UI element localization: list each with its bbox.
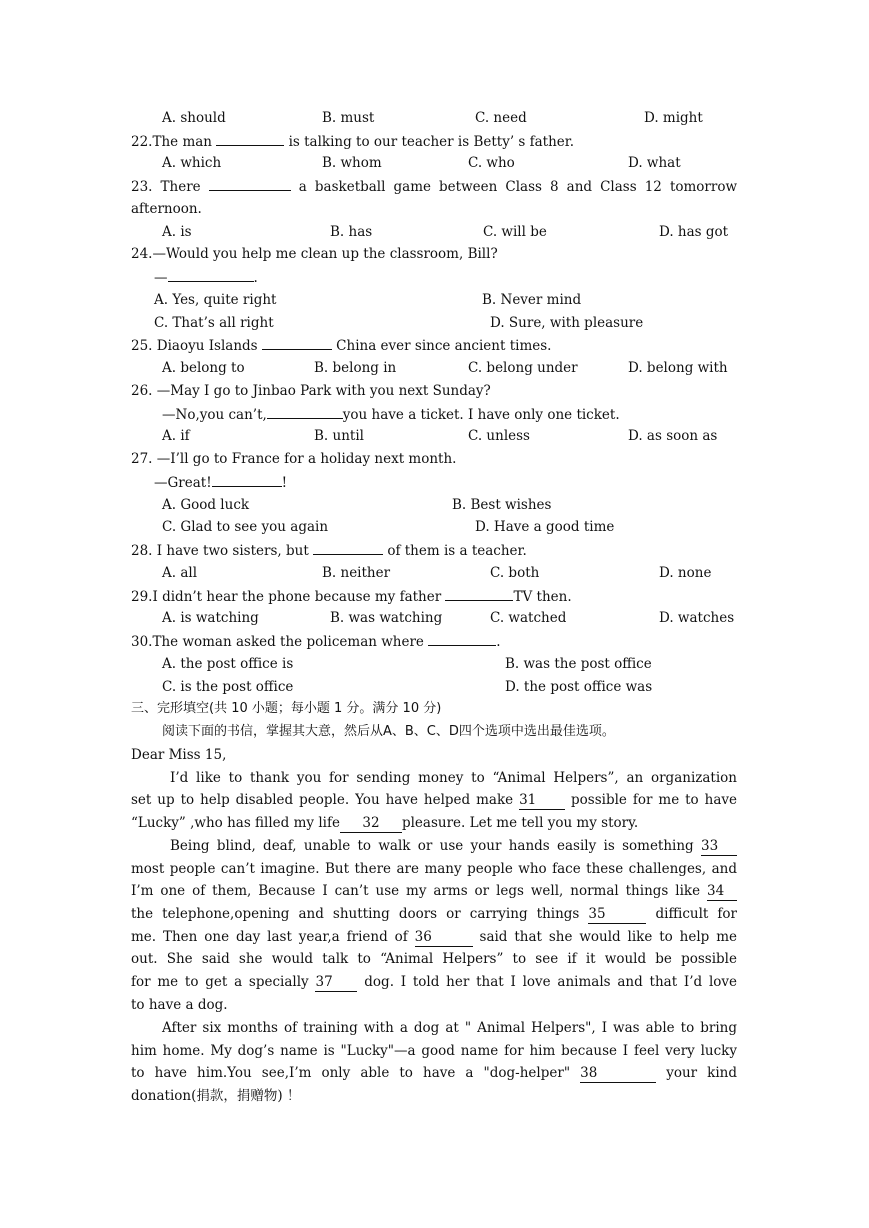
q28-blank[interactable]: [313, 539, 383, 555]
q28-text-pre: 28. I have two sisters, but: [131, 543, 314, 559]
cloze-blank-34[interactable]: 34: [707, 883, 737, 901]
q27-option-d[interactable]: D. Have a good time: [475, 519, 615, 535]
q27-text-post: !: [281, 475, 288, 491]
cloze-blank-38[interactable]: 38: [580, 1065, 656, 1083]
q26-option-c[interactable]: C. unless: [468, 428, 530, 444]
q25-text-post: China ever since ancient times.: [331, 338, 552, 354]
q27-response: [154, 471, 760, 493]
q25-option-a[interactable]: A. belong to: [162, 360, 245, 376]
q30-option-d[interactable]: D. the post office was: [505, 679, 653, 695]
q22-option-b[interactable]: B. whom: [322, 155, 382, 171]
q29-option-a[interactable]: A. is watching: [162, 610, 259, 626]
passage-text: to have him.You see,I’m only able to have a "dog-helper": [131, 1065, 571, 1081]
q28-stem: [131, 539, 737, 561]
q23-stem-cont: afternoon.: [131, 201, 202, 217]
q30-stem: [131, 630, 737, 652]
passage-line: donation(捐款，捐赠物) ！: [131, 1088, 301, 1104]
letter-salutation: Dear Miss 15,: [131, 747, 227, 763]
q24-option-c[interactable]: C. That’s all right: [154, 315, 274, 331]
passage-text: dog. I told her that I love animals and that I’d love: [364, 974, 738, 990]
q29-option-c[interactable]: C. watched: [490, 610, 567, 626]
cloze-blank-36[interactable]: 36: [415, 929, 473, 947]
cloze-blank-37[interactable]: 37: [315, 974, 357, 992]
passage-text: pleasure. Let me tell you my story.: [401, 815, 639, 831]
q23-text-post: a basketball game between Class 8 and Class 12 tomorrow: [290, 179, 738, 195]
cloze-blank-32[interactable]: 32: [340, 815, 402, 833]
q27-option-b[interactable]: B. Best wishes: [452, 497, 552, 513]
q25-stem: [131, 334, 737, 356]
passage-text: for me to get a specially: [131, 974, 309, 990]
q30-text-pre: 30.The woman asked the policeman where: [131, 634, 429, 650]
q27-option-c[interactable]: C. Glad to see you again: [162, 519, 329, 535]
q30-blank[interactable]: [428, 630, 496, 646]
q29-stem: [131, 585, 737, 607]
passage-text: me. Then one day last year,a friend of: [131, 929, 408, 945]
cloze-blank-35[interactable]: 35: [588, 906, 646, 924]
q26-option-b[interactable]: B. until: [314, 428, 364, 444]
passage-line: [131, 789, 737, 811]
q27-text-pre: —Great!: [154, 475, 212, 491]
passage-line: I’d like to thank you for sending money to “Animal Helpers”, an organization: [170, 770, 737, 786]
q27-option-a[interactable]: A. Good luck: [162, 497, 250, 513]
passage-line: [131, 903, 737, 925]
section-heading: 三、完形填空(共 10 小题；每小题 1 分。满分 10 分): [131, 701, 442, 716]
q21-option-a[interactable]: A. should: [162, 110, 226, 126]
q26-stem: 26. —May I go to Jinbao Park with you next Sunday?: [131, 383, 491, 399]
passage-text: the telephone,opening and shutting doors or carrying things: [131, 906, 580, 922]
q23-option-d[interactable]: D. has got: [659, 224, 729, 240]
q22-option-a[interactable]: A. which: [162, 155, 222, 171]
q22-text-post: is talking to our teacher is Betty’ s father.: [284, 134, 575, 150]
q27-blank[interactable]: [212, 471, 282, 487]
q29-option-b[interactable]: B. was watching: [330, 610, 443, 626]
q30-option-b[interactable]: B. was the post office: [505, 656, 652, 672]
passage-text: “Lucky” ,who has filled my life: [131, 815, 340, 831]
passage-line: to have a dog.: [131, 997, 228, 1013]
cloze-blank-31[interactable]: 31: [519, 792, 565, 810]
q28-option-c[interactable]: C. both: [490, 565, 540, 581]
passage-line: out. She said she would talk to “Animal Helpers” to see if it would be possible: [131, 951, 737, 967]
q27-stem: 27. —I’ll go to France for a holiday next month.: [131, 451, 457, 467]
q29-option-d[interactable]: D. watches: [659, 610, 735, 626]
passage-line: [170, 835, 737, 857]
q23-option-a[interactable]: A. is: [162, 224, 192, 240]
q28-text-post: of them is a teacher.: [383, 543, 527, 559]
q24-period: .: [253, 270, 258, 286]
passage-text: possible for me to have: [571, 792, 737, 808]
cloze-blank-33[interactable]: 33: [701, 838, 737, 856]
q23-option-c[interactable]: C. will be: [483, 224, 547, 240]
q21-option-d[interactable]: D. might: [644, 110, 703, 126]
passage-text: your kind: [666, 1065, 738, 1081]
passage-text: I’m one of them, Because I can’t use my arms or legs well, normal things like: [131, 883, 701, 899]
q25-option-b[interactable]: B. belong in: [314, 360, 397, 376]
q29-blank[interactable]: [445, 585, 513, 601]
q26-option-a[interactable]: A. if: [162, 428, 190, 444]
passage-line: most people can’t imagine. But there are many people who face these challenges, and: [131, 861, 737, 877]
passage-line: him home. My dog’s name is "Lucky"—a good name for him because I feel very lucky: [131, 1043, 737, 1059]
passage-text: Being blind, deaf, unable to walk or use your hands easily is something: [170, 838, 694, 854]
passage-line: After six months of training with a dog at " Animal Helpers", I was able to bring: [162, 1020, 737, 1036]
section-instruction: 阅读下面的书信，掌握其大意，然后从A、B、C、D四个选项中选出最佳选项。: [162, 724, 615, 739]
q21-option-c[interactable]: C. need: [475, 110, 527, 126]
q23-option-b[interactable]: B. has: [330, 224, 373, 240]
q25-text-pre: 25. Diaoyu Islands: [131, 338, 262, 354]
q30-text-post: .: [496, 634, 501, 650]
passage-text: difficult for: [655, 906, 737, 922]
q24-option-b[interactable]: B. Never mind: [482, 292, 582, 308]
q24-stem: 24.—Would you help me clean up the classroom, Bill?: [131, 246, 498, 262]
q23-stem: [131, 175, 737, 197]
passage-line: [131, 971, 737, 993]
q26-option-d[interactable]: D. as soon as: [628, 428, 718, 444]
passage-line: [131, 1062, 737, 1084]
q25-blank[interactable]: [262, 334, 332, 350]
q24-dash: —: [154, 270, 168, 286]
q21-option-b[interactable]: B. must: [322, 110, 375, 126]
q22-text-pre: 22.The man: [131, 134, 217, 150]
q22-option-d[interactable]: D. what: [628, 155, 681, 171]
q25-option-c[interactable]: C. belong under: [468, 360, 578, 376]
q28-option-a[interactable]: A. all: [162, 565, 198, 581]
q24-option-d[interactable]: D. Sure, with pleasure: [490, 315, 644, 331]
q26-text-pre: —No,you can’t,: [162, 407, 267, 423]
passage-text: said that she would like to help me: [479, 929, 738, 945]
q26-blank[interactable]: [267, 403, 343, 419]
q25-option-d[interactable]: D. belong with: [628, 360, 728, 376]
passage-line: [131, 812, 737, 834]
q24-blank[interactable]: [168, 266, 254, 282]
q29-text-post: TV then.: [513, 589, 572, 605]
q28-option-b[interactable]: B. neither: [322, 565, 391, 581]
q22-option-c[interactable]: C. who: [468, 155, 515, 171]
q23-blank[interactable]: [209, 175, 291, 191]
passage-line: [131, 926, 737, 948]
q30-option-a[interactable]: A. the post office is: [162, 656, 294, 672]
q26-response: [162, 403, 768, 425]
q29-text-pre: 29.I didn’t hear the phone because my father: [131, 589, 446, 605]
passage-line: [131, 880, 737, 902]
q22-blank[interactable]: [216, 130, 284, 146]
q24-option-a[interactable]: A. Yes, quite right: [154, 292, 277, 308]
q24-response: [154, 266, 760, 288]
q30-option-c[interactable]: C. is the post office: [162, 679, 294, 695]
passage-text: set up to help disabled people. You have helped make: [131, 792, 514, 808]
q22-stem: [131, 130, 737, 152]
q23-text-pre: 23. There: [131, 179, 209, 195]
q26-text-post: you have a ticket. I have only one ticket.: [342, 407, 620, 423]
q28-option-d[interactable]: D. none: [659, 565, 712, 581]
